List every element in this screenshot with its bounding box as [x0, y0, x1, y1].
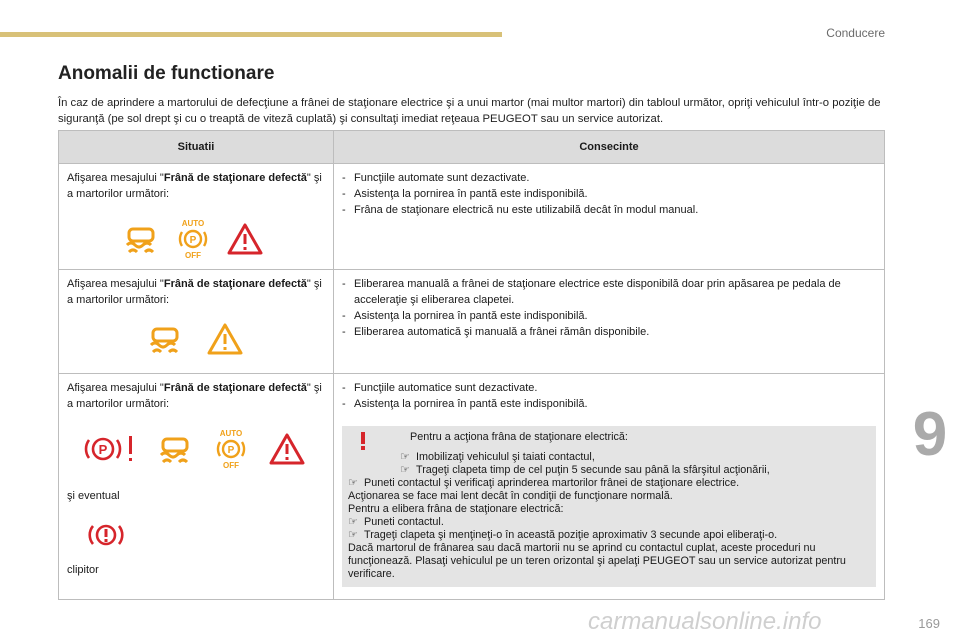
list-item: - Frâna de staţionare electrică nu este utilizabilă decât în modul manual. — [342, 204, 699, 216]
warning-line: ☞ Puneti contactul şi verificaţi aprinderea martorilor frânei de staţionare electrice. — [348, 477, 740, 489]
situation-text: Afişarea mesajului "Frână de staţionare defectă" şi a martorilor următori: — [67, 172, 322, 200]
col-header-consequences: Consecinte — [334, 131, 885, 164]
table-row — [59, 270, 885, 374]
list-item: - Eliberarea manuală a frânei de staţionare electrice este disponibilă doar prin apăsarea pe pedala de acceleraţie şi eliberarea clapetei. — [342, 278, 841, 306]
warning-lights — [81, 428, 325, 470]
chapter-number: 9 — [912, 400, 948, 469]
situation-cell — [59, 270, 334, 374]
svg-text:AUTO: AUTO — [181, 219, 205, 228]
auto-off-parking-icon — [213, 428, 249, 470]
consequences-cell — [334, 374, 885, 600]
list-item: - Asistenţa la pornirea în pantă este indisponibilă. — [342, 310, 588, 322]
consequences-cell — [334, 270, 885, 374]
warning-line: ☞ Trageţi clapeta timp de cel puţin 5 secunde sau până la sfârşitul acţionării, — [400, 464, 770, 476]
situation-text: Afişarea mesajului "Frână de staţionare defectă" şi a martorilor următori: — [67, 278, 322, 306]
steering-fault-icon — [123, 223, 159, 255]
col-header-situations: Situatii — [59, 131, 334, 164]
pointer-icon: ☞ — [400, 451, 410, 463]
consequences-cell — [334, 164, 885, 270]
warning-line: Dacă martorul de frânarea sau dacă martorii nu se aprind cu contactul cuplat, aceste proceduri nu funcţionează. Plasaţi vehiculul pe un teren orizontal şi apelaţi PEUGEOT sau un service autorizat pentru verificare. — [348, 542, 846, 580]
warning-line: ☞ Trageţi clapeta şi menţineţi-o în această poziţie aproximativ 3 secunde apoi eliberaţi-o. — [348, 529, 778, 541]
list-item: - Asistenţa la pornirea în pantă este indisponibilă. — [342, 398, 588, 410]
svg-text:P: P — [98, 442, 108, 457]
warning-lights — [147, 322, 325, 356]
situation-cell — [59, 164, 334, 270]
pointer-icon: ☞ — [348, 529, 358, 541]
steering-fault-icon — [147, 323, 183, 355]
warning-lights — [123, 218, 325, 260]
situation-text: Afişarea mesajului "Frână de staţionare defectă" şi a martorilor următori: — [67, 382, 322, 410]
list-item: - Asistenţa la pornirea în pantă este indisponibilă. — [342, 188, 588, 200]
svg-text:OFF: OFF — [223, 461, 239, 470]
table-row — [59, 164, 885, 270]
pointer-icon: ☞ — [348, 516, 358, 528]
list-item: - Funcţiile automate sunt dezactivate. — [342, 172, 530, 184]
page-number: 169 — [918, 616, 940, 631]
section-label: Conducere — [826, 26, 885, 40]
blinking-label: clipitor — [67, 564, 99, 576]
svg-text:P: P — [189, 235, 197, 246]
warning-line: Pentru a acţiona frâna de staţionare electrică: — [348, 431, 868, 451]
warning-triangle-icon — [227, 222, 263, 256]
warning-line: Pentru a elibera frâna de staţionare electrică: — [348, 503, 564, 515]
top-accent-bar — [0, 32, 502, 37]
table-row — [59, 374, 885, 600]
intro-paragraph: În caz de aprindere a martorului de defecţiune a frânei de staţionare electrice şi a unui martor (mai multor martori) din tabloul următor, opriţi vehiculul într-o poziţie de siguranţă (pe sol drept şi cu o treaptă de viteză cuplată) şi consultaţi imediat reţeaua PEUGEOT sau un service autorizat. — [58, 97, 881, 125]
list-item: - Eliberarea automatică şi manuală a frânei rămân disponibile. — [342, 326, 650, 338]
auto-off-parking-icon — [175, 218, 211, 260]
table-header-row — [59, 131, 885, 164]
svg-text:P: P — [227, 445, 235, 456]
anomalies-table — [58, 130, 885, 600]
pointer-icon: ☞ — [348, 477, 358, 489]
pointer-icon: ☞ — [400, 464, 410, 476]
warning-line: ☞ Puneti contactul. — [348, 516, 444, 528]
warning-line: ☞ Imobilizaţi vehiculul şi taiati contactul, — [400, 451, 595, 463]
optional-text: şi eventual — [67, 490, 120, 502]
svg-text:AUTO: AUTO — [219, 429, 243, 438]
steering-fault-icon — [157, 433, 193, 465]
brake-fault-icon — [87, 520, 125, 550]
situation-cell — [59, 374, 334, 600]
watermark: carmanualsonline.info — [588, 608, 822, 635]
list-item: - Funcţiile automatice sunt dezactivate. — [342, 382, 538, 394]
page-title: Anomalii de functionare — [58, 63, 275, 84]
warning-triangle-icon — [207, 322, 243, 356]
warning-box — [342, 426, 876, 587]
parking-brake-fault-icon — [81, 432, 137, 466]
exclamation-icon — [356, 431, 370, 451]
warning-triangle-icon — [269, 432, 305, 466]
warning-line: Acţionarea se face mai lent decât în condiţii de funcţionare normală. — [348, 490, 673, 502]
svg-text:OFF: OFF — [185, 251, 201, 260]
